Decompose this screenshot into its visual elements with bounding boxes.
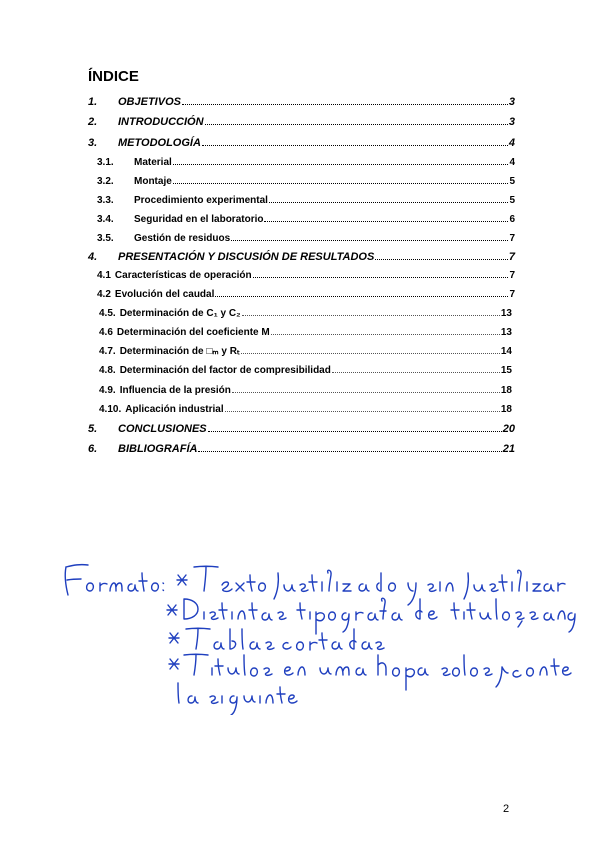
- toc-entry-number: 1.: [88, 96, 98, 108]
- toc-entry[interactable]: [97, 289, 515, 300]
- toc-entry-page: 7: [509, 289, 515, 300]
- toc-entry-page: 15: [500, 365, 512, 376]
- toc-entry[interactable]: [99, 404, 512, 415]
- dot-leader: [271, 334, 500, 335]
- toc-entry-page: 13: [500, 308, 512, 319]
- toc-entry-page: 5: [509, 195, 515, 206]
- dot-leader: [241, 353, 500, 354]
- toc-entry-page: 5: [509, 176, 515, 187]
- toc-entry-title: Aplicación industrial: [125, 404, 224, 415]
- toc-entry-page: 3: [508, 116, 515, 128]
- toc-entry-title: Gestión de residuos: [134, 233, 231, 244]
- toc-entry-page: 18: [500, 404, 512, 415]
- toc-entry-number: 4.10.: [99, 404, 122, 415]
- toc-entry-page: 4: [509, 157, 515, 168]
- dot-leader: [242, 315, 500, 316]
- toc-entry[interactable]: [97, 214, 515, 225]
- toc-entry-number: 5.: [88, 423, 98, 435]
- toc-entry-title: OBJETIVOS: [118, 96, 181, 108]
- dot-leader: [202, 145, 508, 146]
- toc-entry-title: INTRODUCCIÓN: [118, 116, 204, 128]
- toc-entry-number: 4.5.: [99, 308, 116, 319]
- toc-entry[interactable]: [88, 137, 515, 149]
- dot-leader: [173, 183, 509, 184]
- toc-entry-number: 3.: [88, 137, 98, 149]
- toc-entry[interactable]: [99, 346, 512, 357]
- toc-entry-title: METODOLOGÍA: [118, 137, 201, 149]
- toc-entry-page: 20: [502, 423, 515, 435]
- handwritten-note: [60, 555, 580, 715]
- toc-entry-title: PRESENTACIÓN Y DISCUSIÓN DE RESULTADOS: [118, 251, 375, 263]
- toc-entry-number: 2.: [88, 116, 98, 128]
- toc-entry-number: 3.2.: [97, 176, 114, 187]
- toc-entry[interactable]: [88, 423, 515, 435]
- toc-entry-page: 14: [500, 346, 512, 357]
- dot-leader: [269, 202, 509, 203]
- toc-entry-page: 7: [509, 270, 515, 281]
- toc-entry-page: 21: [502, 443, 515, 455]
- toc-entry-page: 7: [509, 233, 515, 244]
- dot-leader: [231, 240, 508, 241]
- dot-leader: [232, 392, 500, 393]
- toc-entry[interactable]: [97, 195, 515, 206]
- toc-entry[interactable]: [97, 270, 515, 281]
- toc-entry-title: Determinación de C₁ y C₂: [119, 308, 241, 319]
- toc-entry-title: Montaje: [134, 176, 172, 187]
- toc-entry-page: 18: [500, 385, 512, 396]
- toc-entry-title: CONCLUSIONES: [118, 423, 207, 435]
- toc-entry-number: 4.6: [99, 327, 113, 338]
- dot-leader: [253, 277, 509, 278]
- dot-leader: [225, 411, 500, 412]
- toc-entry-number: 4.1: [97, 270, 111, 281]
- toc-entry-title: Evolución del caudal: [114, 289, 215, 300]
- dot-leader: [173, 164, 509, 165]
- toc-entry-number: 4.7.: [99, 346, 116, 357]
- dot-leader: [375, 259, 508, 260]
- dot-leader: [332, 372, 500, 373]
- toc-entry[interactable]: [97, 176, 515, 187]
- toc-entry-title: Seguridad en el laboratorio: [134, 214, 264, 225]
- dot-leader: [182, 104, 508, 105]
- toc-entry[interactable]: [88, 443, 515, 455]
- toc-entry[interactable]: [88, 96, 515, 108]
- toc-entry-title: Influencia de la presión: [119, 385, 231, 396]
- toc-entry-number: 6.: [88, 443, 98, 455]
- toc-entry-number: 4.2: [97, 289, 111, 300]
- dot-leader: [264, 221, 508, 222]
- toc-entry-title: Procedimiento experimental: [134, 195, 268, 206]
- toc-entry-title: Material: [134, 157, 172, 168]
- toc-entry-page: 13: [500, 327, 512, 338]
- toc-entry-page: 7: [508, 251, 515, 263]
- dot-leader: [208, 431, 502, 432]
- toc-entry-number: 4.9.: [99, 385, 116, 396]
- index-title: ÍNDICE: [88, 68, 139, 85]
- toc-entry-title: Determinación del coeficiente M: [116, 327, 270, 338]
- toc-entry[interactable]: [97, 157, 515, 168]
- toc-entry-page: 6: [509, 214, 515, 225]
- toc-entry[interactable]: [88, 251, 515, 263]
- toc-entry-title: Características de operación: [114, 270, 252, 281]
- dot-leader: [215, 296, 508, 297]
- toc-entry-number: 3.3.: [97, 195, 114, 206]
- toc-entry-number: 4.: [88, 251, 98, 263]
- toc-entry-title: Determinación del factor de compresibilidad: [119, 365, 331, 376]
- dot-leader: [198, 451, 501, 452]
- toc-entry[interactable]: [99, 327, 512, 338]
- toc-entry-number: 3.5.: [97, 233, 114, 244]
- toc-entry[interactable]: [99, 308, 512, 319]
- toc-entry[interactable]: [99, 385, 512, 396]
- toc-entry[interactable]: [97, 233, 515, 244]
- dot-leader: [205, 124, 508, 125]
- toc-entry[interactable]: [88, 116, 515, 128]
- toc-entry-title: Determinación de □ₘ y Rₜ: [119, 346, 240, 357]
- toc-entry-title: BIBLIOGRAFÍA: [118, 443, 198, 455]
- toc-entry-number: 4.8.: [99, 365, 116, 376]
- toc-entry-page: 3: [508, 96, 515, 108]
- toc-entry-number: 3.4.: [97, 214, 114, 225]
- page-number: 2: [503, 803, 510, 815]
- toc-entry-page: 4: [508, 137, 515, 149]
- toc-entry-number: 3.1.: [97, 157, 114, 168]
- toc-entry[interactable]: [99, 365, 512, 376]
